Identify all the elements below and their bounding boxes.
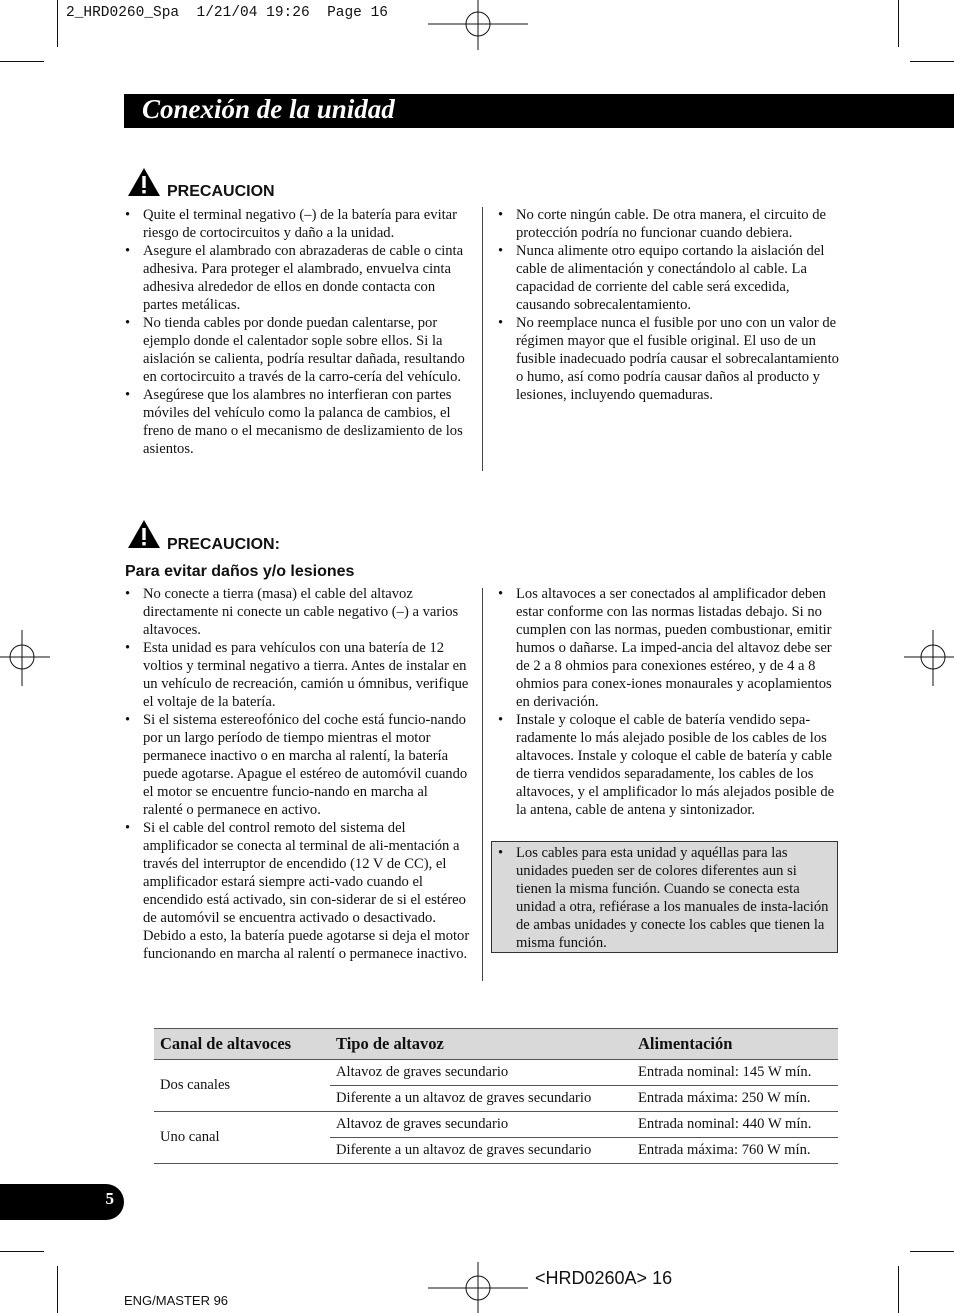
list-item: • No reemplace nunca el fusible por uno con un valor de régimen mayor que el fusible original. El uso de un fusible inadecuado podría causar el sobrecalantamiento o humo, así como podría causar daños al producto y lesiones, incluyendo quemaduras. <box>497 314 841 404</box>
caution-heading: PRECAUCION <box>167 183 275 200</box>
table-header: Canal de altavoces <box>154 1029 330 1060</box>
list-item: • Si el cable del control remoto del sistema del amplificador se conecta al terminal de ali-mentación a través del interruptor de encendido (12 V de CC), el amplificador estará siempre acti-vado cuando el encendido está activado, sin con-siderar de si el estéreo de automóvil se encuentra activado o desactivado. Debido a esto, la batería puede agotarse si deja el motor funcionando en marcha al ralentí o permanece inactivo. <box>124 819 470 963</box>
caution-heading: PRECAUCION: <box>167 536 280 553</box>
column-divider <box>482 207 483 471</box>
footer-code: <HRD0260A> 16 <box>535 1268 673 1288</box>
list-item: • Los altavoces a ser conectados al amplificador deben estar conforme con las normas listadas debajo. Si no cumplen con las normas, pueden combustionar, emitir humos o dañarse. La imped-ancia del altavoz debe ser de 2 a 8 ohmios para conexiones estéreo, y de 4 a 8 ohmios para conex-iones monaurales y acoplamientos en derivación. <box>497 585 841 711</box>
registration-mark-bottom <box>428 1262 528 1313</box>
list-item: • No conecte a tierra (masa) el cable del altavoz directamente ni conecte un cable negativo (–) a varios altavoces. <box>124 585 470 639</box>
warning-icon <box>127 519 161 549</box>
caution-list-left <box>124 206 470 458</box>
table-header: Alimentación <box>632 1029 838 1060</box>
table-row <box>154 1112 838 1138</box>
page-number: 5 <box>105 1189 114 1208</box>
speaker-spec-table <box>154 1028 838 1164</box>
type-cell: Diferente a un altavoz de graves secundario <box>330 1138 632 1164</box>
slug-page: Page 16 <box>327 5 388 21</box>
type-cell: Altavoz de graves secundario <box>330 1112 632 1138</box>
registration-mark-right <box>904 630 954 686</box>
footer-master: ENG/MASTER 96 <box>124 1293 229 1308</box>
note-text: • Los cables para esta unidad y aquéllas para las unidades pueden ser de colores diferentes aun si tienen la misma función. Cuando se conecta esta unidad a otra, refiérase a los manuales de insta-lación de ambas unidades y conecte los cables que tienen la misma función. <box>497 844 833 952</box>
list-item: • Instale y coloque el cable de batería vendido sepa-radamente lo más alejado posible de los cables de los altavoces. Instale y coloque el cable de batería y cable de tierra vendidos separadamente, los cables de los altavoces, y el amplificador lo más alejados posible de la antena, cable de antena y sintonizador. <box>497 711 841 819</box>
power-cell: Entrada nominal: 440 W mín. <box>632 1112 838 1138</box>
page-title-bar <box>124 94 954 128</box>
list-item: • Esta unidad es para vehículos con una batería de 12 voltios y terminal negativo a tierra. Antes de instalar en un vehículo de recreación, camión u ómnibus, verifique el voltaje de la batería. <box>124 639 470 711</box>
injury-list-left <box>124 585 470 963</box>
caution-subheading: Para evitar daños y/o lesiones <box>125 563 355 580</box>
column-divider <box>482 588 483 981</box>
type-cell: Diferente a un altavoz de graves secundario <box>330 1086 632 1112</box>
slug-line <box>66 5 388 21</box>
type-cell: Altavoz de graves secundario <box>330 1060 632 1086</box>
page-number-tab <box>0 1184 124 1220</box>
caution-list-right <box>497 206 841 404</box>
table-header-row <box>154 1029 838 1060</box>
note-box <box>491 841 838 953</box>
list-item: • Asegúrese que los alambres no interfieran con partes móviles del vehículo como la palanca de cambios, el freno de mano o el mecanismo de deslizamiento de los asientos. <box>124 386 470 458</box>
registration-mark-left <box>0 630 50 686</box>
table-header: Tipo de altavoz <box>330 1029 632 1060</box>
channel-cell: Uno canal <box>154 1112 330 1164</box>
table-row <box>154 1060 838 1086</box>
list-item: • Quite el terminal negativo (–) de la batería para evitar riesgo de cortocircuitos y daño a la unidad. <box>124 206 470 242</box>
list-item: • Asegure el alambrado con abrazaderas de cable o cinta adhesiva. Para proteger el alambrado, envuelva cinta adhesiva alrededor de ellos en donde contacta con partes metálicas. <box>124 242 470 314</box>
page-title: Conexión de la unidad <box>142 94 395 124</box>
list-item: • Si el sistema estereofónico del coche está funcio-nando por un largo período de tiempo mientras el motor permanece inactivo o en marcha al ralentí, la batería puede agotarse. Apague el estéreo de automóvil cuando el motor se encuentre funcio-nando en marcha al ralenté o permanece en activo. <box>124 711 470 819</box>
slug-date: 1/21/04 19:26 <box>196 5 310 21</box>
warning-icon <box>127 167 161 197</box>
registration-mark-top <box>428 0 528 50</box>
power-cell: Entrada máxima: 250 W mín. <box>632 1086 838 1112</box>
power-cell: Entrada máxima: 760 W mín. <box>632 1138 838 1164</box>
injury-list-right <box>497 585 841 819</box>
slug-file: 2_HRD0260_Spa <box>66 5 180 21</box>
list-item: • No tienda cables por donde puedan calentarse, por ejemplo donde el calentador sople sobre ellos. Si la aislación se calienta, podría resultar dañada, resultando en cortocircuito a través de la carro-cería del vehículo. <box>124 314 470 386</box>
list-item: • No corte ningún cable. De otra manera, el circuito de protección podría no funcionar cuando debiera. <box>497 206 841 242</box>
channel-cell: Dos canales <box>154 1060 330 1112</box>
power-cell: Entrada nominal: 145 W mín. <box>632 1060 838 1086</box>
list-item: • Nunca alimente otro equipo cortando la aislación del cable de alimentación y conectándolo al cable. La capacidad de corriente del cable será excedida, causando sobrecalentamiento. <box>497 242 841 314</box>
